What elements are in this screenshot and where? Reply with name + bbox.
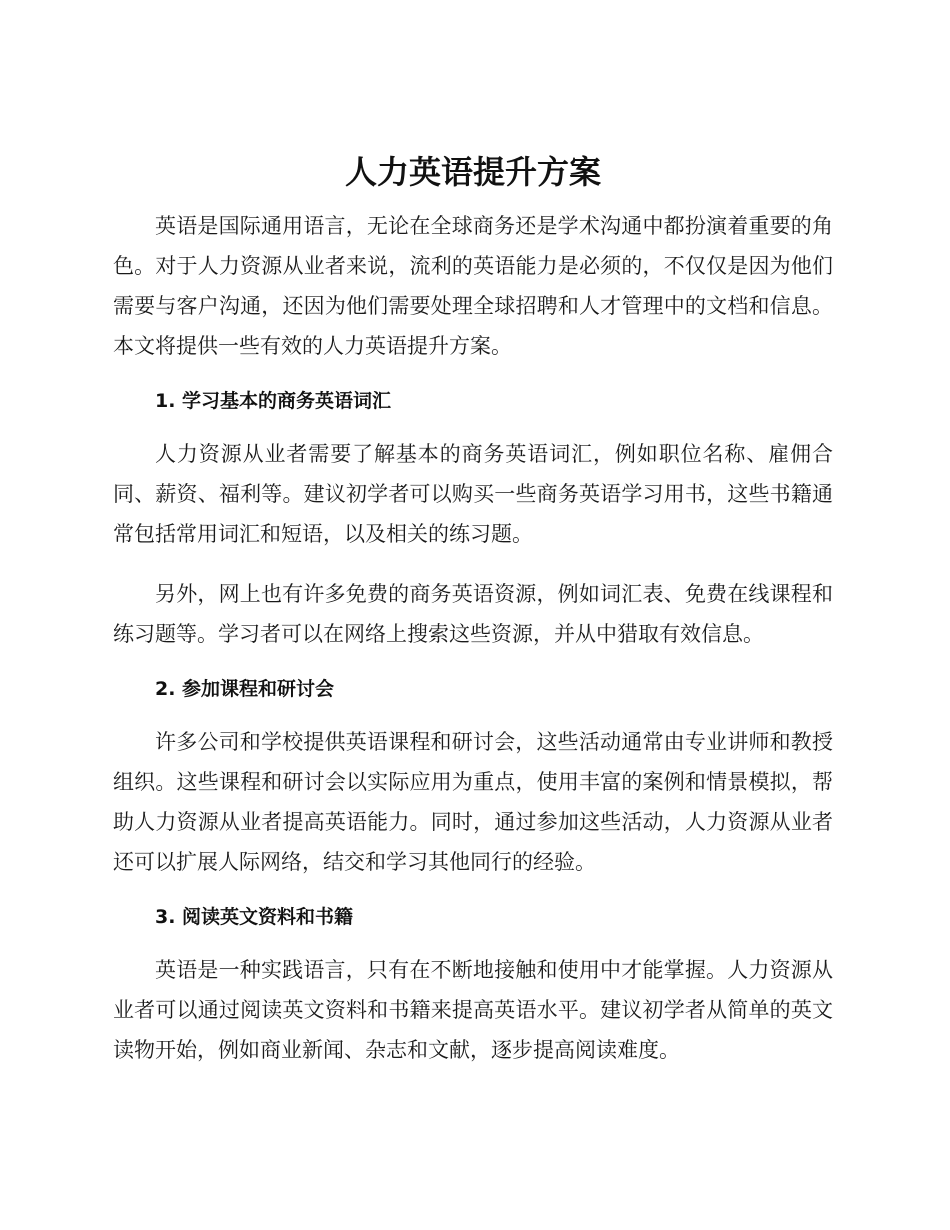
section-2-heading: 2. 参加课程和研讨会 [155,678,335,700]
intro-paragraph: 英语是国际通用语言，无论在全球商务还是学术沟通中都扮演着重要的角色。对于人力资源从业者来说，流利的英语能力是必须的，不仅仅是因为他们需要与客户沟通，还因为他们需要处理全球招聘和人才管理中的文档和信息。本文将提供一些有效的人力英语提升方案。 [113,214,833,358]
section-1-paragraph-1: 人力资源从业者需要了解基本的商务英语词汇，例如职位名称、雇佣合同、薪资、福利等。建议初学者可以购买一些商务英语学习用书，这些书籍通常包括常用词汇和短语，以及相关的练习题。 [113,442,833,546]
section-3-paragraph-1: 英语是一种实践语言，只有在不断地接触和使用中才能掌握。人力资源从业者可以通过阅读英文资料和书籍来提高英语水平。建议初学者从简单的英文读物开始，例如商业新闻、杂志和文献，逐步提高阅读难度。 [113,958,833,1062]
document-title: 人力英语提升方案 [344,153,601,191]
section-1-paragraph-2: 另外，网上也有许多免费的商务英语资源，例如词汇表、免费在线课程和练习题等。学习者可以在网络上搜索这些资源，并从中猎取有效信息。 [113,582,833,646]
section-2-paragraph-1: 许多公司和学校提供英语课程和研讨会，这些活动通常由专业讲师和教授组织。这些课程和研讨会以实际应用为重点，使用丰富的案例和情景模拟，帮助人力资源从业者提高英语能力。同时，通过参加这些活动，人力资源从业者还可以扩展人际网络，结交和学习其他同行的经验。 [113,730,833,874]
section-3-heading: 3. 阅读英文资料和书籍 [155,906,354,928]
section-1-heading: 1. 学习基本的商务英语词汇 [155,390,392,412]
document-page [113,146,833,1090]
